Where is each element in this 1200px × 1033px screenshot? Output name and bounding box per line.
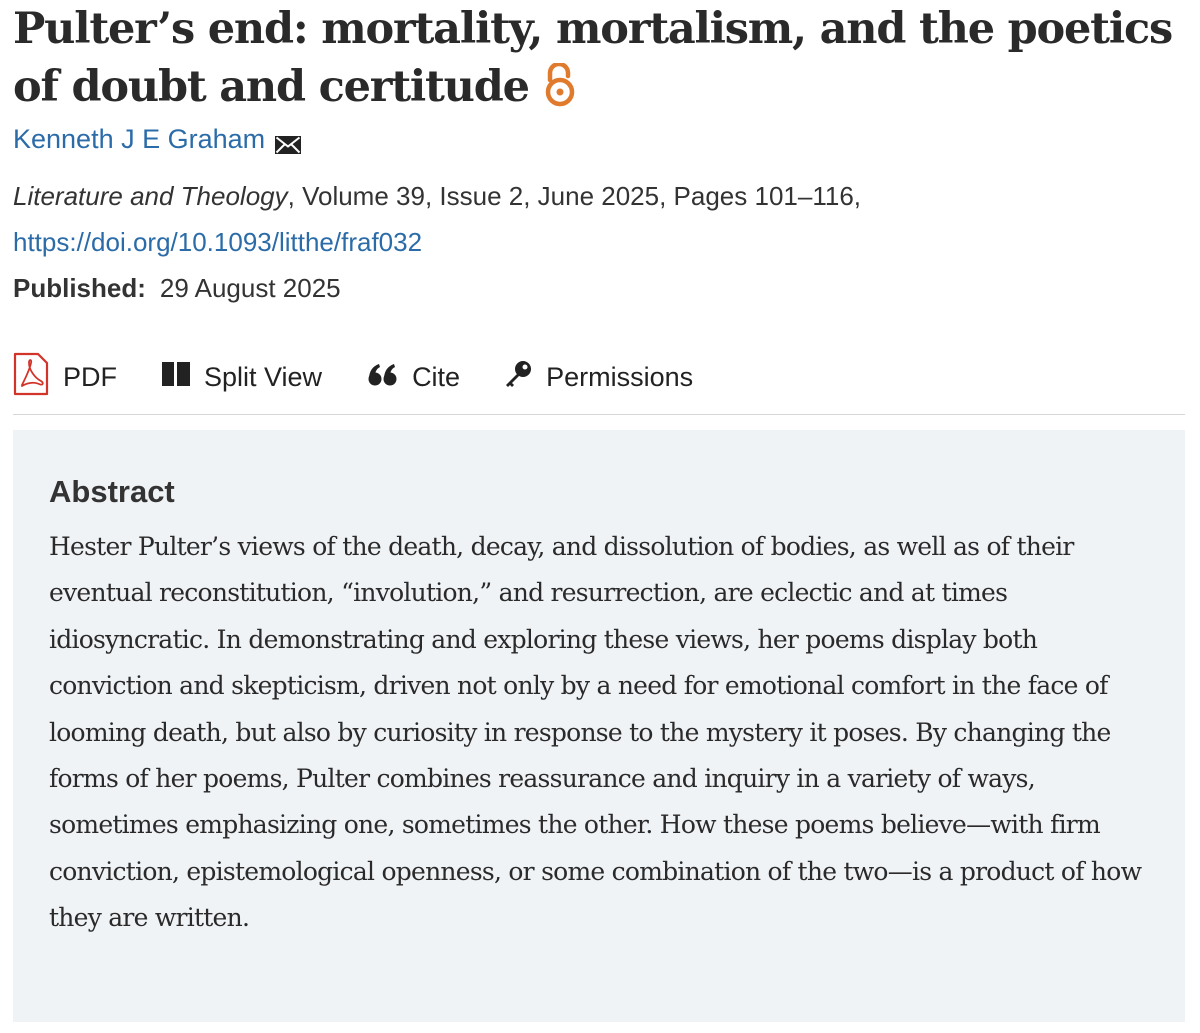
citation-details: , Volume 39, Issue 2, June 2025, Pages 101–116, <box>287 181 862 211</box>
doi-link[interactable]: https://doi.org/10.1093/litthe/fraf032 <box>13 227 423 257</box>
pdf-button[interactable] <box>13 352 117 403</box>
permissions-button[interactable] <box>504 360 693 395</box>
split-view-icon <box>162 362 190 393</box>
quote-icon <box>368 362 398 393</box>
pdf-label: PDF <box>63 361 117 392</box>
toolbar-divider <box>13 414 1185 415</box>
abstract-text: Hester Pulter’s views of the death, decay, and dissolution of bodies, as well as of their eventual reconstitution, “involution,” and resurrection, are eclectic and at times idiosyncratic. In demonstrating and exploring these views, her poems display both conviction and skepticism, driven not only by a need for emotional comfort in the face of looming death, but also by curiosity in response to the mystery it poses. By changing the forms of her poems, Pulter combines reassurance and inquiry in a variety of ways, sometimes emphasizing one, sometimes the other. How these poems believe—with firm conviction, epistemological openness, or some combination of the two—is a product of how they are written. <box>49 532 1142 933</box>
article-title-text: Pulter’s end: mortality, mortalism, and the poetics of doubt and certitude <box>13 4 1172 112</box>
split-view-button[interactable] <box>162 362 322 393</box>
cite-label: Cite <box>412 361 461 392</box>
author-row <box>13 121 1185 157</box>
published-label: Published: <box>13 273 146 303</box>
published-date: 29 August 2025 <box>159 273 341 303</box>
author-link[interactable]: Kenneth J E Graham <box>13 123 266 154</box>
split-view-label: Split View <box>204 361 323 392</box>
envelope-icon[interactable] <box>275 130 301 148</box>
published-row <box>13 265 1185 311</box>
abstract-section <box>13 430 1185 1022</box>
article-toolbar <box>13 352 1185 402</box>
article-title <box>13 0 1185 116</box>
pdf-file-icon <box>13 352 49 403</box>
journal-name: Literature and Theology <box>13 181 288 211</box>
key-icon <box>504 360 532 395</box>
citation <box>13 173 1185 265</box>
abstract-heading: Abstract <box>49 474 175 509</box>
open-access-lock-icon <box>543 63 577 107</box>
cite-button[interactable] <box>368 362 460 393</box>
permissions-label: Permissions <box>546 361 694 392</box>
article-page <box>13 0 1185 1022</box>
